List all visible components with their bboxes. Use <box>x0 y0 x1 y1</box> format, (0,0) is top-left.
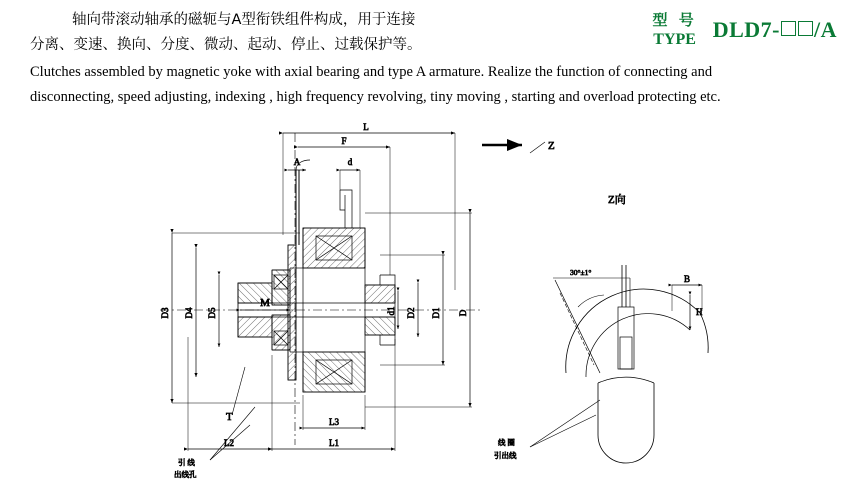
type-label-cn: 型 号 <box>652 11 697 29</box>
dim-D1: D1 <box>431 307 441 319</box>
note-lead-hole: 出线孔 <box>174 470 197 479</box>
note-coil: 线 圈 <box>498 438 515 447</box>
note-lead-wire: 引 线 <box>178 458 195 467</box>
type-code-prefix: DLD7- <box>712 17 780 42</box>
description-en-line1: Clutches assembled by magnetic yoke with axial bearing and type A armature. Realize the function of connecting and <box>30 64 713 80</box>
description-en-line2: disconnecting, speed adjusting, indexing , high frequency revolving, tiny moving , starting and overload protecting etc. <box>30 89 721 105</box>
description-cn-line1: 轴向带滚动轴承的磁轭与A型衔铁组件构成，用于连接 <box>72 12 416 28</box>
dim-H: H <box>696 307 703 317</box>
dim-D4: D4 <box>184 307 194 319</box>
technical-drawing <box>0 115 859 486</box>
type-code-placeholder-box-1 <box>781 21 796 36</box>
dim-L: L <box>363 122 369 132</box>
type-label-en: TYPE <box>653 31 696 48</box>
note-coil-lead: 引出线 <box>494 451 517 460</box>
type-code <box>713 17 837 43</box>
dim-d: d <box>347 157 353 167</box>
dim-D: D <box>458 309 468 317</box>
dim-L3: L3 <box>329 417 339 427</box>
view-arrow-label: Z <box>548 140 555 152</box>
dim-d1: d1 <box>386 306 396 316</box>
dim-B: B <box>683 274 691 284</box>
dim-angle: 30°±1° <box>570 268 592 277</box>
detail-view-title: Z向 <box>608 194 626 206</box>
type-code-placeholder-box-2 <box>798 21 813 36</box>
description-cn-line2: 分离、变速、换向、分度、微动、起动、停止、过载保护等。 <box>30 37 422 53</box>
type-code-suffix: /A <box>814 17 837 42</box>
type-label <box>652 10 696 50</box>
dim-L1: L1 <box>329 438 339 448</box>
dim-F: F <box>341 136 347 146</box>
note-key-T: T <box>226 411 233 423</box>
type-block <box>652 10 837 50</box>
dim-A: A <box>293 157 301 167</box>
dim-D2: D2 <box>406 307 416 319</box>
dim-D3: D3 <box>160 307 170 319</box>
dim-L2: L2 <box>224 438 234 448</box>
drawing-svg <box>0 115 859 486</box>
dim-M: M <box>260 297 270 309</box>
dim-D5: D5 <box>207 307 217 319</box>
